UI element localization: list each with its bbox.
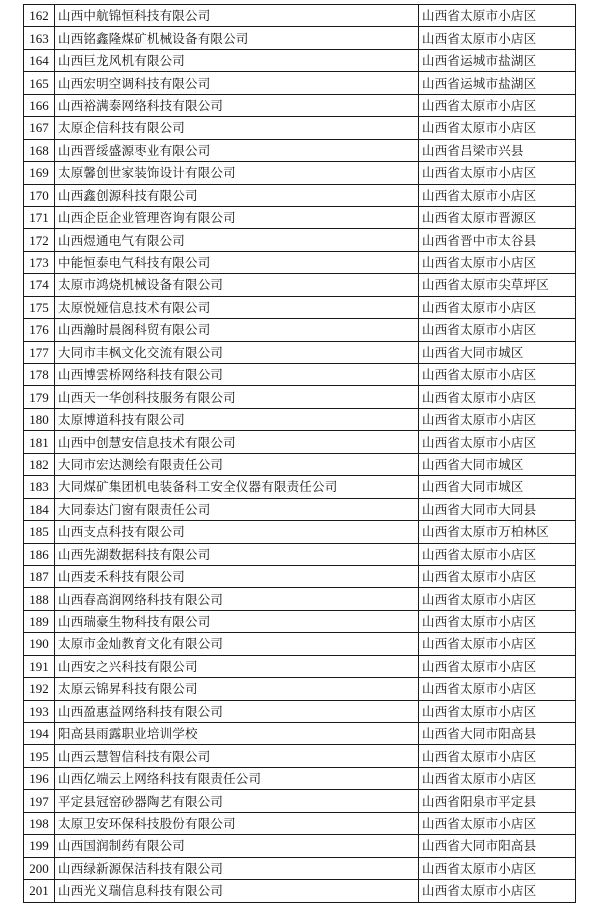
region-cell: 山西省太原市小店区 [419, 857, 576, 879]
region-cell: 山西省太原市小店区 [419, 431, 576, 453]
row-number-cell: 181 [24, 431, 55, 453]
row-number-cell: 180 [24, 408, 55, 430]
region-cell: 山西省太原市小店区 [419, 565, 576, 587]
table-row [24, 812, 576, 834]
company-name-cell: 平定县冠窑砂器陶艺有限公司 [55, 790, 419, 812]
row-number-cell: 189 [24, 610, 55, 632]
row-number-cell: 187 [24, 565, 55, 587]
row-number-cell: 185 [24, 521, 55, 543]
company-name-cell: 山西春高润网络科技有限公司 [55, 588, 419, 610]
company-name-cell: 山西宏明空调科技有限公司 [55, 72, 419, 94]
row-number-cell: 195 [24, 745, 55, 767]
company-name-cell: 太原云锦昇科技有限公司 [55, 678, 419, 700]
company-name-cell: 山西安之兴科技有限公司 [55, 655, 419, 677]
company-name-cell: 山西瀚时晨阁科贸有限公司 [55, 319, 419, 341]
company-name-cell: 山西瑞豪生物科技有限公司 [55, 610, 419, 632]
table-row [24, 408, 576, 430]
table-row [24, 700, 576, 722]
row-number-cell: 163 [24, 27, 55, 49]
row-number-cell: 171 [24, 206, 55, 228]
region-cell: 山西省太原市小店区 [419, 296, 576, 318]
row-number-cell: 196 [24, 767, 55, 789]
company-name-cell: 山西巨龙风机有限公司 [55, 49, 419, 71]
region-cell: 山西省太原市小店区 [419, 364, 576, 386]
region-cell: 山西省太原市晋源区 [419, 206, 576, 228]
table-row [24, 296, 576, 318]
company-name-cell: 山西支点科技有限公司 [55, 521, 419, 543]
company-name-cell: 山西煜通电气有限公司 [55, 229, 419, 251]
company-name-cell: 山西盈惠益网络科技有限公司 [55, 700, 419, 722]
company-name-cell: 山西中创慧安信息技术有限公司 [55, 431, 419, 453]
company-name-cell: 太原馨创世家装饰设计有限公司 [55, 162, 419, 184]
row-number-cell: 197 [24, 790, 55, 812]
company-name-cell: 山西绿新源保洁科技有限公司 [55, 857, 419, 879]
company-list-table [23, 4, 576, 903]
region-cell: 山西省太原市小店区 [419, 655, 576, 677]
company-name-cell: 山西光义瑞信息科技有限公司 [55, 880, 419, 902]
row-number-cell: 173 [24, 251, 55, 273]
table-row [24, 565, 576, 587]
table-row [24, 655, 576, 677]
table-row [24, 476, 576, 498]
region-cell: 山西省太原市小店区 [419, 27, 576, 49]
company-name-cell: 山西企臣企业管理咨询有限公司 [55, 206, 419, 228]
row-number-cell: 167 [24, 117, 55, 139]
table-row [24, 610, 576, 632]
table-row [24, 364, 576, 386]
table-row [24, 94, 576, 116]
table-row [24, 745, 576, 767]
region-cell: 山西省太原市小店区 [419, 588, 576, 610]
row-number-cell: 166 [24, 94, 55, 116]
table-row [24, 857, 576, 879]
table-row [24, 139, 576, 161]
row-number-cell: 172 [24, 229, 55, 251]
company-name-cell: 中能恒泰电气科技有限公司 [55, 251, 419, 273]
region-cell: 山西省太原市小店区 [419, 543, 576, 565]
table-row [24, 588, 576, 610]
row-number-cell: 191 [24, 655, 55, 677]
row-number-cell: 186 [24, 543, 55, 565]
region-cell: 山西省太原市小店区 [419, 386, 576, 408]
company-name-cell: 太原企信科技有限公司 [55, 117, 419, 139]
row-number-cell: 165 [24, 72, 55, 94]
table-row [24, 790, 576, 812]
region-cell: 山西省吕梁市兴县 [419, 139, 576, 161]
row-number-cell: 190 [24, 633, 55, 655]
row-number-cell: 199 [24, 835, 55, 857]
table-row [24, 27, 576, 49]
table-row [24, 835, 576, 857]
table-row [24, 723, 576, 745]
region-cell: 山西省太原市小店区 [419, 251, 576, 273]
row-number-cell: 188 [24, 588, 55, 610]
row-number-cell: 192 [24, 678, 55, 700]
region-cell: 山西省太原市小店区 [419, 633, 576, 655]
company-name-cell: 阳高县雨露职业培训学校 [55, 723, 419, 745]
company-name-cell: 山西麦禾科技有限公司 [55, 565, 419, 587]
row-number-cell: 168 [24, 139, 55, 161]
table-row [24, 341, 576, 363]
company-name-cell: 山西铭鑫隆煤矿机械设备有限公司 [55, 27, 419, 49]
table-row [24, 274, 576, 296]
company-name-cell: 山西亿端云上网络科技有限责任公司 [55, 767, 419, 789]
company-name-cell: 山西国润制药有限公司 [55, 835, 419, 857]
table-row [24, 386, 576, 408]
company-name-cell: 太原市金灿教育文化有限公司 [55, 633, 419, 655]
company-name-cell: 大同煤矿集团机电装备科工安全仪器有限责任公司 [55, 476, 419, 498]
table-row [24, 72, 576, 94]
row-number-cell: 182 [24, 453, 55, 475]
company-name-cell: 山西先湖数据科技有限公司 [55, 543, 419, 565]
company-name-cell: 山西鑫创源科技有限公司 [55, 184, 419, 206]
row-number-cell: 170 [24, 184, 55, 206]
region-cell: 山西省大同市阳高县 [419, 835, 576, 857]
region-cell: 山西省太原市小店区 [419, 408, 576, 430]
region-cell: 山西省太原市小店区 [419, 767, 576, 789]
table-row [24, 162, 576, 184]
company-name-cell: 大同市丰枫文化交流有限公司 [55, 341, 419, 363]
row-number-cell: 179 [24, 386, 55, 408]
table-row [24, 767, 576, 789]
table-row [24, 633, 576, 655]
region-cell: 山西省太原市小店区 [419, 319, 576, 341]
region-cell: 山西省太原市小店区 [419, 610, 576, 632]
region-cell: 山西省阳泉市平定县 [419, 790, 576, 812]
row-number-cell: 194 [24, 723, 55, 745]
region-cell: 山西省太原市小店区 [419, 745, 576, 767]
table-row [24, 521, 576, 543]
table-row [24, 229, 576, 251]
table-row [24, 319, 576, 341]
region-cell: 山西省太原市小店区 [419, 700, 576, 722]
region-cell: 山西省大同市城区 [419, 453, 576, 475]
table-row [24, 453, 576, 475]
region-cell: 山西省太原市小店区 [419, 117, 576, 139]
row-number-cell: 178 [24, 364, 55, 386]
table-row [24, 251, 576, 273]
table-row [24, 49, 576, 71]
table-row [24, 880, 576, 902]
row-number-cell: 184 [24, 498, 55, 520]
company-name-cell: 山西中航锦恒科技有限公司 [55, 5, 419, 27]
row-number-cell: 176 [24, 319, 55, 341]
region-cell: 山西省太原市小店区 [419, 184, 576, 206]
region-cell: 山西省太原市小店区 [419, 812, 576, 834]
row-number-cell: 193 [24, 700, 55, 722]
row-number-cell: 174 [24, 274, 55, 296]
company-name-cell: 大同泰达门窗有限责任公司 [55, 498, 419, 520]
company-name-cell: 山西云慧智信科技有限公司 [55, 745, 419, 767]
company-name-cell: 山西博雲桥网络科技有限公司 [55, 364, 419, 386]
company-name-cell: 山西天一华创科技服务有限公司 [55, 386, 419, 408]
table-row [24, 498, 576, 520]
table-row [24, 543, 576, 565]
table-body [24, 5, 576, 903]
row-number-cell: 200 [24, 857, 55, 879]
company-name-cell: 太原博道科技有限公司 [55, 408, 419, 430]
table-row [24, 5, 576, 27]
row-number-cell: 162 [24, 5, 55, 27]
region-cell: 山西省大同市城区 [419, 341, 576, 363]
company-name-cell: 山西晋绥盛源枣业有限公司 [55, 139, 419, 161]
region-cell: 山西省太原市尖草坪区 [419, 274, 576, 296]
row-number-cell: 177 [24, 341, 55, 363]
row-number-cell: 201 [24, 880, 55, 902]
table-row [24, 206, 576, 228]
table-row [24, 117, 576, 139]
row-number-cell: 164 [24, 49, 55, 71]
region-cell: 山西省大同市阳高县 [419, 723, 576, 745]
region-cell: 山西省运城市盐湖区 [419, 72, 576, 94]
region-cell: 山西省太原市万柏林区 [419, 521, 576, 543]
row-number-cell: 175 [24, 296, 55, 318]
row-number-cell: 198 [24, 812, 55, 834]
region-cell: 山西省太原市小店区 [419, 880, 576, 902]
region-cell: 山西省太原市小店区 [419, 94, 576, 116]
region-cell: 山西省运城市盐湖区 [419, 49, 576, 71]
company-name-cell: 太原市鸿烧机械设备有限公司 [55, 274, 419, 296]
region-cell: 山西省晋中市太谷县 [419, 229, 576, 251]
table-row [24, 678, 576, 700]
company-name-cell: 太原悦娅信息技术有限公司 [55, 296, 419, 318]
region-cell: 山西省太原市小店区 [419, 5, 576, 27]
table-row [24, 184, 576, 206]
region-cell: 山西省大同市城区 [419, 476, 576, 498]
company-name-cell: 太原卫安环保科技股份有限公司 [55, 812, 419, 834]
row-number-cell: 169 [24, 162, 55, 184]
region-cell: 山西省太原市小店区 [419, 162, 576, 184]
region-cell: 山西省太原市小店区 [419, 678, 576, 700]
region-cell: 山西省大同市大同县 [419, 498, 576, 520]
row-number-cell: 183 [24, 476, 55, 498]
company-name-cell: 大同市宏达测绘有限责任公司 [55, 453, 419, 475]
table-row [24, 431, 576, 453]
company-name-cell: 山西裕满泰网络科技有限公司 [55, 94, 419, 116]
